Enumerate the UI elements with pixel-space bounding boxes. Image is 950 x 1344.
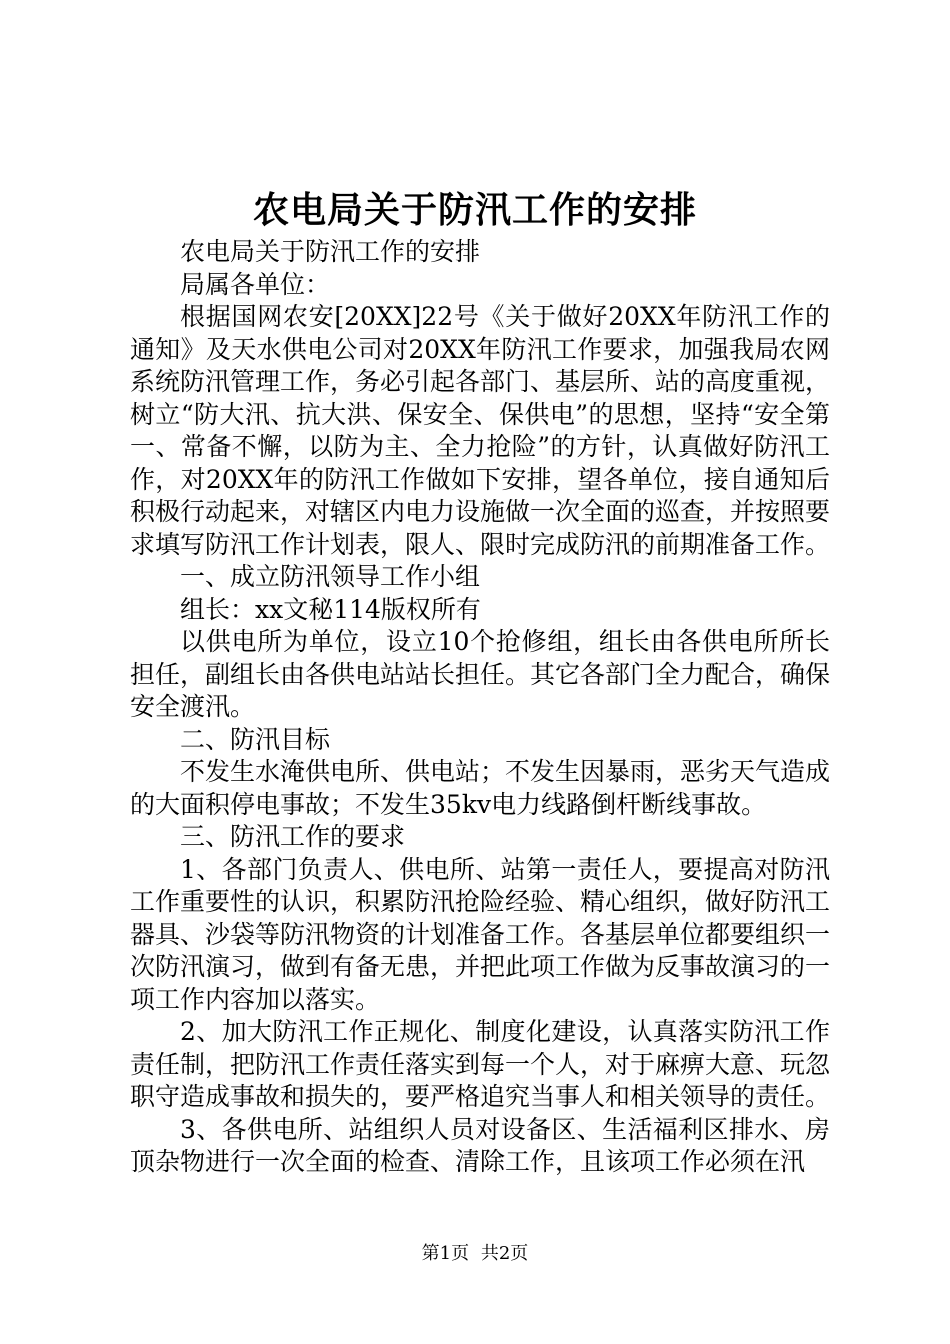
- section-heading-2: 二、防汛目标: [180, 724, 331, 754]
- section-heading-3: 三、防汛工作的要求: [180, 822, 406, 851]
- paragraph-requirement-3: 3、各供电所、站组织人员对设备区、生活福利区排水、房顶杂物进行一次全面的检查、清除工作，且该项工作必须在汛: [130, 1114, 830, 1176]
- page-footer: [0, 1242, 950, 1266]
- paragraph-groups: 以供电所为单位，设立10个抢修组，组长由各供电所所长担任，副组长由各供电站站长担任。其它各部门全力配合，确保安全渡汛。: [130, 627, 831, 721]
- page-number: 第1页: [421, 1243, 470, 1264]
- document-title: 农电局关于防汛工作的安排: [252, 189, 697, 231]
- paragraph-leader: 组长：xx文秘114版权所有: [180, 594, 481, 624]
- paragraph-targets: 不发生水淹供电所、供电站；不发生因暴雨，恶劣天气造成的大面积停电事故；不发生35kv电力线路倒杆断线事故。: [130, 757, 831, 819]
- section-heading-1: 一、成立防汛领导工作小组: [180, 562, 481, 591]
- paragraph-heading: 农电局关于防汛工作的安排: [180, 237, 481, 266]
- page-total: 共2页: [480, 1243, 529, 1264]
- paragraph-requirement-2: 2、加大防汛工作正规化、制度化建设，认真落实防汛工作责任制，把防汛工作责任落实到每一个人，对于麻痹大意、玩忽职守造成事故和损失的，要严格追究当事人和相关领导的责任。: [130, 1017, 831, 1111]
- document-body: [130, 236, 830, 1179]
- paragraph-requirement-1: 1、各部门负责人、供电所、站第一责任人，要提高对防汛工作重要性的认识，积累防汛抢险经验、精心组织，做好防汛工器具、沙袋等防汛物资的计划准备工作。各基层单位都要组织一次防汛演习，做到有备无患，并把此项工作做为反事故演习的一项工作内容加以落实。: [130, 854, 831, 1014]
- paragraph-salutation: 局属各单位：: [180, 269, 331, 299]
- paragraph-intro: 根据国网农安[20XX]22号《关于做好20XX年防汛工作的通知》及天水供电公司对20XX年防汛工作要求，加强我局农网系统防汛管理工作，务必引起各部门、基层所、站的高度重视，树立“防大汛、抗大洪、保安全、保供电”的思想，坚持“安全第一、常备不懈，以防为主、全力抢险”的方针，认真做好防汛工作，对20XX年的防汛工作做如下安排，望各单位，接自通知后积极行动起来，对辖区内电力设施做一次全面的巡查，并按照要求填写防汛工作计划表，限人、限时完成防汛的前期准备工作。: [130, 302, 831, 559]
